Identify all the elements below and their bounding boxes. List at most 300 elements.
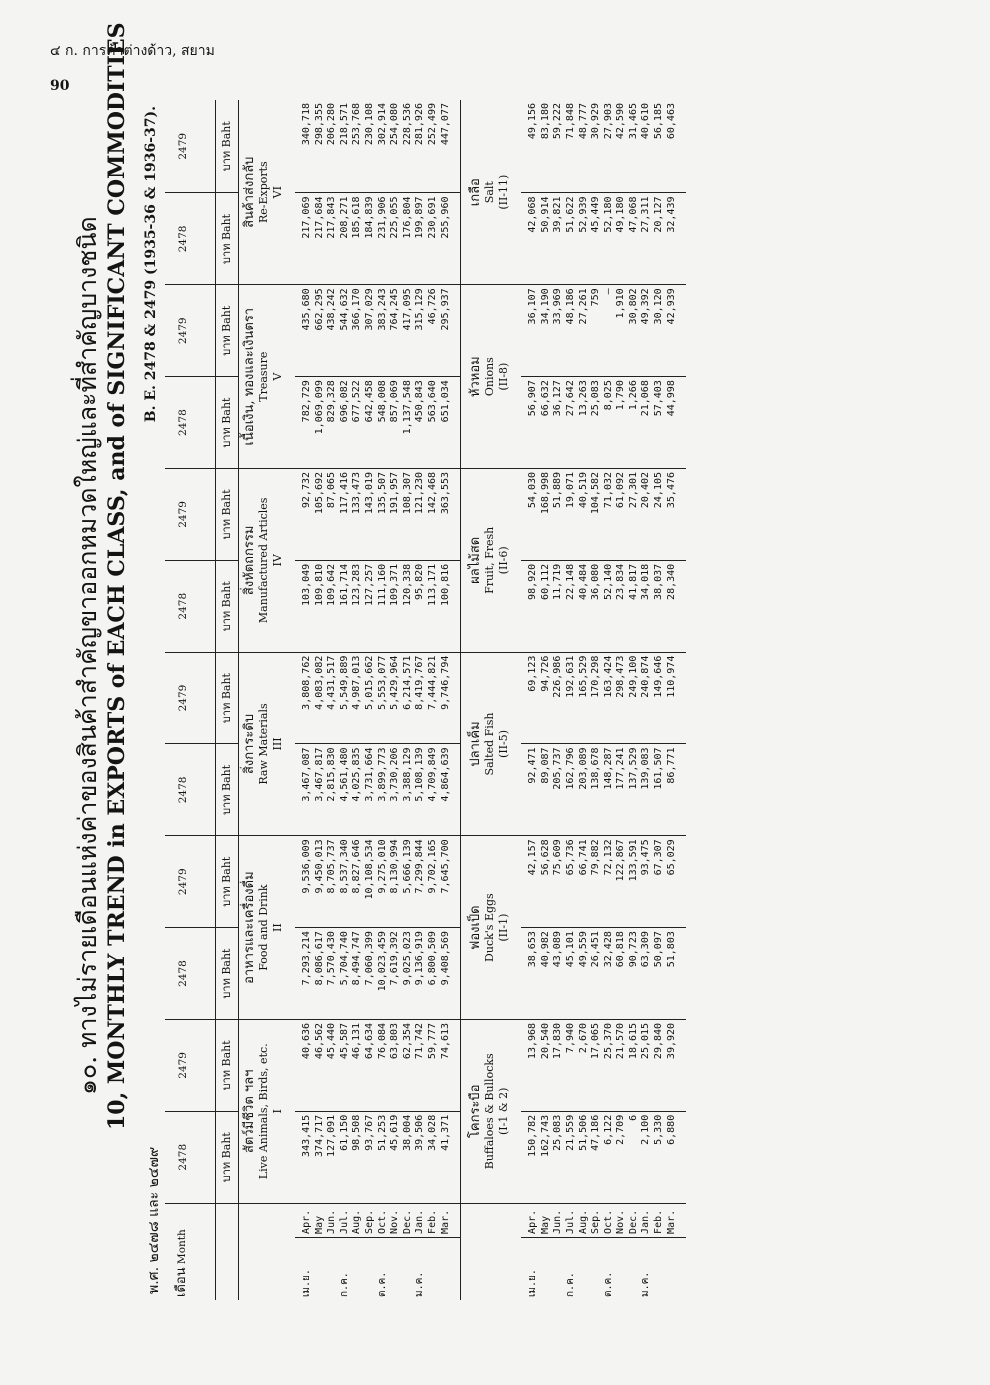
- year-header: 2478: [165, 928, 216, 1020]
- value-cell: 8,086,617: [313, 931, 325, 986]
- value-column: [295, 377, 461, 469]
- month-label: Mar.: [665, 1209, 677, 1234]
- value-column: [295, 1019, 461, 1111]
- value-cell: 64,634: [363, 1022, 375, 1060]
- value-cell: 133,473: [351, 471, 363, 515]
- value-cell: 252,499: [426, 103, 438, 146]
- value-cell: 161,714: [338, 563, 350, 606]
- month-label: May: [313, 1215, 325, 1234]
- quarter-label: เม.ย.: [301, 1269, 312, 1297]
- value-cell: 39,506: [414, 1114, 426, 1151]
- value-cell: 829,328: [326, 380, 338, 423]
- quarter-label: ต.ค.: [602, 1271, 614, 1297]
- month-labels: [521, 1203, 686, 1237]
- value-cell: 17,830: [552, 1022, 564, 1060]
- month-label: Feb.: [426, 1209, 438, 1234]
- quarter-label-blank: [402, 1241, 415, 1297]
- value-cell: 2,815,830: [326, 747, 338, 802]
- value-cell: 50,914: [539, 196, 551, 233]
- value-cell: 217,843: [326, 196, 338, 239]
- value-cell: 230,108: [363, 103, 375, 146]
- value-column: [295, 560, 461, 652]
- class-name-english: Manufactured Articles: [257, 497, 270, 624]
- quarter-label-blank: [351, 1241, 364, 1297]
- value-cell: 45,449: [590, 196, 602, 233]
- value-cell: 40,610: [640, 103, 652, 140]
- class-name-thai: สินค้าส่งกลับ: [242, 156, 257, 228]
- class-name-english: Food and Drink: [257, 884, 270, 971]
- data-block-row: [521, 100, 686, 1300]
- value-cell: 42,157: [527, 839, 539, 876]
- month-label: Jul.: [564, 1209, 576, 1234]
- value-cell: 49,392: [640, 288, 652, 325]
- class-code: (I-1 & 2): [497, 1087, 511, 1135]
- year-header: 2478: [165, 377, 216, 469]
- unit-label: บาท Baht: [216, 744, 239, 836]
- value-cell: 7,299,844: [414, 839, 426, 894]
- value-cell: 662,295: [313, 288, 325, 331]
- value-cell: 27,311: [640, 196, 652, 233]
- class-name-english: Onions: [483, 357, 497, 397]
- month-label: Oct.: [602, 1209, 614, 1234]
- value-cell: 45,440: [326, 1022, 338, 1060]
- value-cell: 8,537,340: [338, 839, 350, 894]
- class-name-english: Re-Exports: [257, 161, 270, 224]
- value-column: [521, 285, 686, 377]
- value-cell: 162,796: [564, 747, 576, 790]
- value-cell: 1,069,099: [313, 380, 325, 435]
- value-cell: 302,914: [376, 103, 388, 146]
- value-cell: 49,180: [615, 196, 627, 233]
- value-cell: 45,619: [389, 1114, 401, 1151]
- value-cell: 170,298: [590, 655, 602, 698]
- value-cell: 10,108,534: [363, 839, 375, 900]
- year-header: 2479: [165, 836, 216, 928]
- value-cell: 24,105: [653, 471, 665, 509]
- value-cell: 98,920: [527, 563, 539, 600]
- value-cell: 95,820: [414, 563, 426, 600]
- year-header: 2478: [165, 560, 216, 652]
- month-label: Jun.: [552, 1209, 564, 1234]
- quarter-label-blank: [578, 1241, 591, 1297]
- value-cell: 139,083: [640, 747, 652, 790]
- quarter-label-blank: [326, 1241, 339, 1297]
- value-cell: 100,816: [439, 563, 451, 606]
- value-cell: 51,803: [665, 931, 677, 968]
- month-labels: [295, 1203, 461, 1237]
- month-label: Aug.: [351, 1209, 363, 1234]
- value-cell: 38,004: [401, 1114, 413, 1151]
- value-cell: 45,101: [564, 931, 576, 968]
- value-cell: 7,619,392: [389, 931, 401, 986]
- value-cell: 94,726: [539, 655, 551, 692]
- unit-label: บาท Baht: [216, 652, 239, 744]
- value-column: [521, 652, 686, 744]
- value-cell: 92,732: [301, 471, 312, 509]
- value-cell: 36,127: [552, 380, 564, 417]
- value-cell: 417,095: [401, 288, 413, 331]
- value-cell: 230,691: [426, 196, 438, 239]
- value-cell: 20,540: [539, 1022, 551, 1060]
- value-cell: 43,089: [552, 931, 564, 968]
- value-cell: 46,726: [426, 288, 438, 325]
- value-cell: 48,777: [577, 103, 589, 140]
- value-cell: 191,957: [389, 471, 401, 515]
- value-cell: 49,156: [527, 103, 539, 140]
- quarter-label-blank: [427, 1241, 440, 1297]
- value-cell: —: [602, 288, 614, 295]
- value-cell: 109,810: [313, 563, 325, 606]
- value-cell: 103,049: [301, 563, 312, 606]
- value-cell: 7,645,700: [439, 839, 451, 894]
- value-cell: 26,451: [590, 931, 602, 968]
- value-cell: 63,309: [640, 931, 652, 968]
- value-cell: 4,987,013: [351, 655, 363, 710]
- value-cell: 5,015,662: [363, 655, 375, 710]
- quarter-label: ก.ค.: [338, 1272, 350, 1297]
- value-column: [521, 193, 686, 285]
- value-cell: 563,640: [426, 380, 438, 423]
- class-title: [239, 652, 296, 836]
- value-cell: 66,741: [577, 839, 589, 876]
- value-cell: 548,008: [376, 380, 388, 423]
- value-cell: 30,120: [653, 288, 665, 325]
- value-cell: 20,402: [640, 471, 652, 509]
- value-cell: 208,271: [338, 196, 350, 239]
- quarter-label-blank: [590, 1241, 603, 1297]
- value-cell: 438,242: [326, 288, 338, 331]
- value-cell: 163,424: [602, 655, 614, 698]
- value-cell: 8,705,737: [326, 839, 338, 894]
- class-name-english: Salted Fish: [483, 712, 497, 776]
- value-cell: 93,767: [363, 1114, 375, 1151]
- value-cell: 150,782: [527, 1114, 539, 1157]
- value-cell: 42,939: [665, 288, 677, 325]
- value-cell: 61,150: [338, 1114, 350, 1151]
- quarter-label-blank: [540, 1241, 553, 1297]
- value-cell: 4,083,082: [313, 655, 325, 710]
- value-cell: 4,561,480: [338, 747, 350, 802]
- value-cell: 192,631: [564, 655, 576, 698]
- value-column: [521, 928, 686, 1020]
- value-column: [521, 560, 686, 652]
- value-cell: 22,148: [564, 563, 576, 600]
- period-thai: พ.ศ. ๒๔๗๘ และ ๒๔๗๙: [146, 1146, 162, 1294]
- header-row-years: [165, 100, 216, 1300]
- month-label: Dec.: [401, 1209, 413, 1234]
- title-thai: ๑๐. ทางไม่รายเดือนแห่งค่าของสินค้าสำคัญขาออกหมวดใหญ่และที่สำคัญบางชนิด: [73, 216, 102, 1095]
- value-cell: 21,068: [640, 380, 652, 417]
- value-cell: 28,340: [665, 563, 677, 600]
- month-label: Apr.: [527, 1209, 539, 1234]
- value-cell: 30,929: [590, 103, 602, 140]
- value-cell: 9,702,165: [426, 839, 438, 894]
- value-cell: 135,507: [376, 471, 388, 515]
- value-cell: 206,280: [326, 103, 338, 146]
- value-cell: 87,065: [326, 471, 338, 509]
- value-column: [295, 928, 461, 1020]
- value-cell: 6,880: [665, 1114, 677, 1145]
- value-cell: 307,029: [363, 288, 375, 331]
- month-label: Jul.: [338, 1209, 350, 1234]
- class-title: [461, 468, 522, 652]
- value-cell: 228,536: [401, 103, 413, 146]
- class-title: [461, 652, 522, 836]
- unit-label: บาท Baht: [216, 836, 239, 928]
- value-cell: 205,737: [552, 747, 564, 790]
- year-header: 2479: [165, 285, 216, 377]
- class-name-thai: ฟองเป็ด: [468, 905, 484, 950]
- value-cell: 92,471: [527, 747, 539, 784]
- quarter-label: ม.ค.: [414, 1271, 426, 1297]
- value-cell: 447,077: [439, 103, 451, 146]
- value-cell: 225,055: [389, 196, 401, 239]
- value-cell: 72,132: [602, 839, 614, 876]
- value-cell: 5,549,889: [338, 655, 350, 710]
- value-cell: 40,636: [301, 1022, 312, 1060]
- value-cell: 67,307: [653, 839, 665, 876]
- value-cell: 281,926: [414, 103, 426, 146]
- value-cell: 34,018: [640, 563, 652, 600]
- value-cell: 29,840: [653, 1022, 665, 1060]
- value-cell: 34,028: [426, 1114, 438, 1151]
- value-cell: 5,553,077: [376, 655, 388, 710]
- value-cell: 651,034: [439, 380, 451, 423]
- month-label: Apr.: [301, 1209, 312, 1234]
- value-cell: 4,025,835: [351, 747, 363, 802]
- value-cell: 450,843: [414, 380, 426, 423]
- value-cell: 19,071: [564, 471, 576, 509]
- month-header-thai: เดือน: [174, 1267, 189, 1297]
- month-header-english: Month: [176, 1229, 188, 1265]
- value-cell: 295,937: [439, 288, 451, 331]
- month-label: Sep.: [363, 1209, 375, 1234]
- quarter-label: ม.ค.: [640, 1271, 652, 1297]
- month-label: Jan.: [640, 1209, 652, 1234]
- value-cell: 10,023,459: [376, 931, 388, 992]
- class-title: [461, 100, 522, 285]
- value-cell: 111,160: [376, 563, 388, 606]
- quarter-label-blank: [628, 1241, 641, 1297]
- value-cell: 66,632: [539, 380, 551, 417]
- value-cell: 21,559: [564, 1114, 576, 1151]
- value-cell: 50,097: [653, 931, 665, 968]
- value-cell: 34,190: [539, 288, 551, 325]
- value-cell: 63,803: [389, 1022, 401, 1060]
- value-cell: 56,185: [653, 103, 665, 140]
- class-name-english: Live Animals, Birds, etc.: [257, 1043, 270, 1180]
- value-cell: 109,642: [326, 563, 338, 606]
- class-name-thai: หัวหอม: [468, 356, 484, 398]
- unit-label: บาท Baht: [216, 193, 239, 285]
- value-cell: 57,403: [653, 380, 665, 417]
- value-cell: 105,692: [313, 471, 325, 515]
- value-cell: 39,821: [552, 196, 564, 233]
- value-cell: 240,874: [640, 655, 652, 698]
- year-header: 2478: [165, 744, 216, 836]
- class-name-thai: เนื้อเงิน, ทองและเงินตรา: [242, 307, 257, 446]
- value-cell: 696,082: [338, 380, 350, 423]
- value-cell: 47,068: [627, 196, 639, 233]
- class-code: I: [271, 1109, 284, 1114]
- value-cell: 226,986: [552, 655, 564, 698]
- value-cell: 121,230: [414, 471, 426, 515]
- value-cell: 177,241: [615, 747, 627, 790]
- value-cell: 5,330: [653, 1114, 665, 1145]
- value-cell: 32,439: [665, 196, 677, 233]
- value-cell: 203,089: [577, 747, 589, 790]
- quarter-label: ต.ค.: [376, 1271, 388, 1297]
- quarter-label-blank: [552, 1241, 565, 1297]
- value-cell: 25,370: [602, 1022, 614, 1060]
- title-english: 10, MONTHLY TREND in EXPORTS of EACH CLASS, and of SIGNIFICANT COMMODITIES: [104, 22, 130, 1130]
- class-code: (II-11): [497, 174, 511, 210]
- value-cell: 17,065: [590, 1022, 602, 1060]
- value-cell: 51,253: [376, 1114, 388, 1151]
- value-cell: 6,122: [602, 1114, 614, 1145]
- value-cell: 83,180: [539, 103, 551, 140]
- unit-label: บาท Baht: [216, 1019, 239, 1111]
- value-cell: 75,609: [552, 839, 564, 876]
- unit-label: บาท Baht: [216, 468, 239, 560]
- value-cell: 76,084: [376, 1022, 388, 1060]
- value-cell: 38,037: [653, 563, 665, 600]
- value-cell: 25,083: [590, 380, 602, 417]
- value-cell: 5,704,740: [338, 931, 350, 986]
- class-code: II: [271, 923, 284, 932]
- year-header: 2479: [165, 100, 216, 193]
- value-cell: 366,170: [351, 288, 363, 331]
- value-column: [295, 193, 461, 285]
- class-name-thai: ผลไม้สด: [468, 536, 484, 584]
- month-label: Nov.: [615, 1209, 627, 1234]
- class-name-thai: โคกระบือ: [468, 1084, 484, 1139]
- value-column: [295, 100, 461, 193]
- value-cell: 298,355: [313, 103, 325, 146]
- value-cell: 33,969: [552, 288, 564, 325]
- value-cell: 6,800,509: [426, 931, 438, 986]
- value-cell: 217,069: [301, 196, 312, 239]
- value-cell: 46,562: [313, 1022, 325, 1060]
- unit-label: บาท Baht: [216, 1111, 239, 1203]
- value-cell: 59,777: [426, 1022, 438, 1060]
- value-cell: 47,186: [590, 1114, 602, 1151]
- value-cell: 13,263: [577, 380, 589, 417]
- value-cell: 9,746,794: [439, 655, 451, 710]
- value-cell: 6,214,571: [401, 655, 413, 710]
- value-cell: 6: [627, 1114, 639, 1121]
- value-cell: 46,131: [351, 1022, 363, 1060]
- value-cell: 764,245: [389, 288, 401, 331]
- value-column: [295, 836, 461, 928]
- value-cell: 253,768: [351, 103, 363, 146]
- value-cell: 11,719: [552, 563, 564, 600]
- quarter-label-blank: [653, 1241, 666, 1297]
- unit-label: บาท Baht: [216, 928, 239, 1020]
- value-cell: 56,628: [539, 839, 551, 876]
- month-label: Dec.: [627, 1209, 639, 1234]
- class-name-thai: เกลือ: [468, 178, 484, 207]
- period-english: B. E. 2478 & 2479 (1935-36 & 1936-37).: [143, 106, 159, 423]
- class-name-english: Treasure: [257, 351, 270, 402]
- class-title: [239, 1019, 296, 1203]
- month-label: Jun.: [326, 1209, 338, 1234]
- value-column: [521, 468, 686, 560]
- value-cell: 231,906: [376, 196, 388, 239]
- value-cell: 117,416: [338, 471, 350, 515]
- month-label: Mar.: [439, 1209, 451, 1234]
- class-code: (II-1): [497, 913, 511, 942]
- value-cell: 120,338: [401, 563, 413, 606]
- value-cell: 65,029: [665, 839, 677, 876]
- value-cell: 857,069: [389, 380, 401, 423]
- value-cell: 39,920: [665, 1022, 677, 1060]
- unit-row: [216, 100, 239, 1300]
- class-code: VI: [271, 186, 284, 199]
- value-cell: 54,030: [527, 471, 539, 509]
- value-cell: 21,570: [615, 1022, 627, 1060]
- year-header: 2479: [165, 1019, 216, 1111]
- value-cell: 142,468: [426, 471, 438, 515]
- value-cell: 104,582: [590, 471, 602, 515]
- value-cell: 7,444,821: [426, 655, 438, 710]
- value-cell: 35,476: [665, 471, 677, 509]
- quarter-label: ก.ค.: [564, 1272, 576, 1297]
- value-cell: 7,570,430: [326, 931, 338, 986]
- quarter-label-blank: [666, 1241, 679, 1297]
- value-cell: 4,709,849: [426, 747, 438, 802]
- class-title-row: [461, 100, 522, 1300]
- value-cell: 41,371: [439, 1114, 451, 1151]
- class-code: (II-5): [497, 729, 511, 758]
- value-cell: 677,522: [351, 380, 363, 423]
- value-column: [521, 100, 686, 193]
- value-cell: 3,808,762: [301, 655, 312, 710]
- value-cell: 1,266: [627, 380, 639, 411]
- value-cell: 5,108,139: [414, 747, 426, 802]
- value-cell: 59,222: [552, 103, 564, 140]
- value-cell: 1,910: [615, 288, 627, 319]
- value-cell: 9,450,013: [313, 839, 325, 894]
- unit-label: บาท Baht: [216, 377, 239, 469]
- value-cell: 298,473: [615, 655, 627, 698]
- value-cell: 69,123: [527, 655, 539, 692]
- value-cell: 27,261: [577, 288, 589, 325]
- month-label: May: [539, 1215, 551, 1234]
- value-cell: 9,136,919: [414, 931, 426, 986]
- class-title-blank: [239, 1203, 296, 1300]
- quarter-label-blank: [389, 1241, 402, 1297]
- value-cell: 165,529: [577, 655, 589, 698]
- value-cell: 363,553: [439, 471, 451, 515]
- value-cell: 36,080: [590, 563, 602, 600]
- unit-label: บาท Baht: [216, 100, 239, 193]
- value-cell: 49,559: [577, 931, 589, 968]
- value-cell: 109,371: [389, 563, 401, 606]
- value-cell: 23,834: [615, 563, 627, 600]
- value-cell: 25,083: [552, 1114, 564, 1151]
- class-code: (II-6): [497, 546, 511, 575]
- value-cell: 56,907: [527, 380, 539, 417]
- value-cell: 36,107: [527, 288, 539, 325]
- class-code: (II-8): [497, 362, 511, 391]
- class-title: [461, 1019, 522, 1203]
- value-cell: 52,180: [602, 196, 614, 233]
- value-cell: 65,736: [564, 839, 576, 876]
- value-cell: 2,100: [640, 1114, 652, 1145]
- value-cell: 8,494,747: [351, 931, 363, 986]
- data-block-row: [295, 100, 461, 1300]
